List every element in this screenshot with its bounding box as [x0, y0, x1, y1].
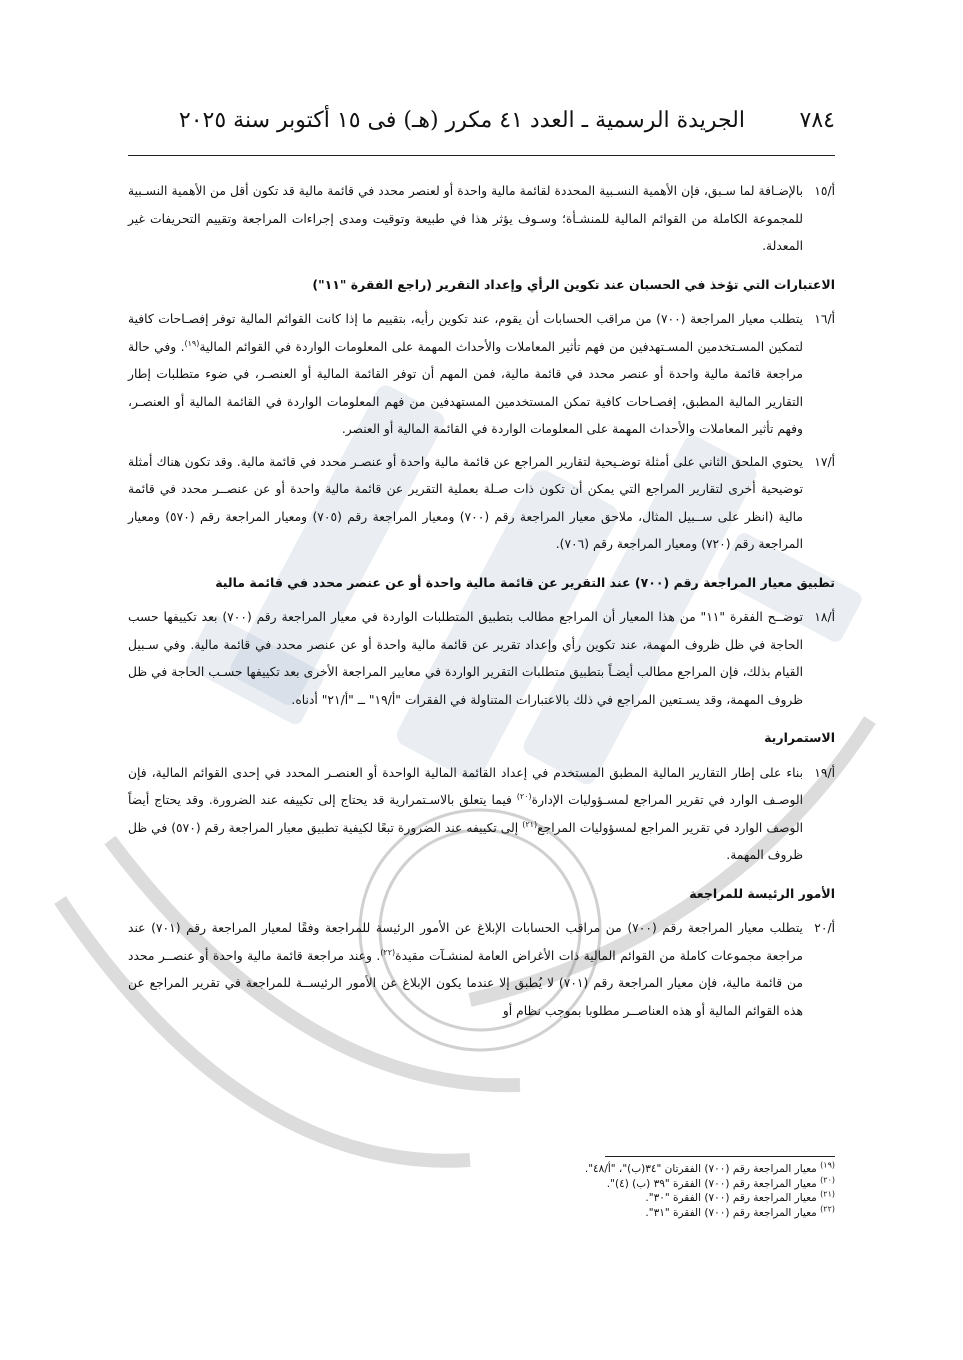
paragraph-a17 [128, 449, 835, 559]
footnote-text: معيار المراجعة رقم (٧٠٠) الفقرة "٣٩ (ب) (٤)". [606, 1177, 817, 1190]
paragraph-number: أ/١٨ [814, 610, 835, 624]
footnote [415, 1177, 835, 1192]
page-number: ٧٨٤ [799, 108, 835, 133]
footnote-text: معيار المراجعة رقم (٧٠٠) الفقرة "٣٠". [645, 1192, 817, 1204]
paragraph-a20 [128, 915, 835, 1025]
footnote-mark: (٢٠) [820, 1175, 835, 1184]
paragraph-a19 [128, 760, 835, 870]
footnote-ref: (٢٠) [516, 791, 532, 801]
paragraph-number: أ/٢٠ [814, 921, 835, 935]
paragraph-text: بالإضـافة لما سـبق، فإن الأهمية النسـبية المحددة لقائمة مالية واحدة أو لعنصر محدد في قائمة مالية قد تكون أقل من الأهمية النسـبية للمجموعة الكاملة من القوائم المالية للمنشـأة؛ وسـوف يؤثر هذا في طبيعة وتوقيت ومدى إجراءات المراجعة وتقييم التحريفات غير المعدلة. [128, 184, 803, 253]
paragraph-a18 [128, 604, 835, 714]
paragraph-text: . وفي حالة مراجعة قائمة مالية واحدة أو عنصر محدد في قائمة مالية، فمن المهم أن توفر القائمة المالية أو العنصـر، في ضوء متطلبات إطار التقارير المالية المطبق، إفصـاحات كافية تمكن المستخدمين المستهدفين من فهم المعلومات الواردة في القائمة المالية أو العنصـر، وفهم تأثير المعاملات والأحداث المهمة على المعلومات الواردة في القائمة المالية أو العنصر. [128, 339, 803, 436]
footnotes [415, 1162, 835, 1220]
paragraph-text: بناء على إطار التقارير المالية المطبق المستخدم في إعداد القائمة المالية الواحدة أو العنصـر المحدد في إحدى القوائم المالية، فإن الوصـف الوارد في تقرير المراجع لمسـؤوليات الإدارة [128, 765, 803, 807]
section-heading: الاعتبارات التي تؤخذ في الحسبان عند تكوين الرأي وإعداد التقرير (راجع الفقرة "١١") [312, 276, 835, 292]
paragraph-number: أ/١٩ [814, 765, 835, 780]
paragraph-text: . وعند مراجعة قائمة مالية واحدة أو عنصــر محدد من قائمة مالية، فإن معيار المراجعة رقم (٧٠١) لا يُطبق إلا عندما يكون الإبلاغ عن الأمور الرئيســة للمراجعة في تقرير المراجع عن هذه القوائم المالية أو هذه العناصــر مطلوبا بموجب نظام أو [128, 948, 803, 1018]
section-heading: الاستمرارية [764, 730, 835, 745]
footnote-ref: (٢١) [522, 819, 538, 829]
paragraph-number: أ/١٥ [814, 184, 835, 198]
footnote-ref: (١٩) [184, 338, 200, 348]
page-header [128, 108, 835, 144]
paragraph-text: فيما يتعلق بالاسـتمرارية قد يحتاج إلى تكييفه عند الضرورة. وقد يحتاج أيضاً الوصف الوارد في تقرير المراجع لمسؤوليات المراجع [128, 793, 804, 835]
document-body [128, 178, 835, 1030]
footnote-mark: (١٩) [820, 1160, 835, 1170]
paragraph-text: إلى تكييفه عند الضرورة تبعًا لكيفية تطبيق معيار المراجعة رقم (٥٧٠) في ظل ظروف المهمة. [128, 820, 803, 862]
footnote-ref: (٢٢) [380, 947, 396, 957]
paragraph-text: يتطلب معيار المراجعة رقم (٧٠٠) من مراقب الحسابات الإبلاغ عن الأمور الرئيسة للمراجعة وفقًا لمعيار المراجعة رقم (٧٠١) عند مراجعة مجموعات كاملة من القوائم المالية ذات الأغراض العامة لمنشـآت مقيدة [128, 921, 803, 963]
header-divider [128, 155, 835, 156]
footnote [415, 1162, 835, 1177]
footnote-text: معيار المراجعة رقم (٧٠٠) الفقرتان "٣٤(ب)"، "أ/٤٨". [584, 1163, 817, 1175]
footnote-divider [605, 1156, 835, 1157]
paragraph-number: أ/١٧ [814, 454, 835, 469]
footnote [415, 1191, 835, 1206]
paragraph-a15 [128, 178, 835, 261]
section-heading: تطبيق معيار المراجعة رقم (٧٠٠) عند التقرير عن قائمة مالية واحدة أو عن عنصر محدد في قائمة مالية [215, 574, 835, 590]
paragraph-number: أ/١٦ [814, 312, 835, 326]
section-heading: الأمور الرئيسة للمراجعة [689, 885, 835, 901]
paragraph-a16 [128, 306, 835, 444]
paragraph-text: يتطلب معيار المراجعة (٧٠٠) من مراقب الحسابات أن يقوم، عند تكوين رأيه، بتقييم ما إذا كانت القوائم المالية توفر إفصـاحات كافية لتمكين المسـتخدمين المسـتهدفين من فهم تأثير المعاملات والأحداث المهمة على المعلومات الواردة في القوائم المالية [128, 312, 804, 354]
paragraph-text: يحتوي الملحق الثاني على أمثلة توضـيحية لتقارير المراجع عن قائمة مالية واحدة أو عنصـر محدد في قائمة مالية. وقد تكون هناك أمثلة توضيحية أخرى لتقارير المراجع التي يمكن أن تكون ذات صـلة بعملية التقرير عن قائمة مالية واحدة أو عن عنصــر محدد في قائمة مالية (انظر على ســبيل المثال، ملاحق معيار المراجعة رقم (٧٠٠) ومعيار المراجعة رقم (٧٠٥) ومعيار المراجعة رقم (٥٧٠) ومعيار المراجعة رقم (٧٢٠) ومعيار المراجعة رقم (٧٠٦). [128, 454, 803, 551]
footnote-mark: (٢٢) [820, 1204, 835, 1213]
footnote-text: معيار المراجعة رقم (٧٠٠) الفقرة "٣١". [645, 1206, 817, 1219]
footnote-mark: (٢١) [820, 1189, 835, 1199]
footnote [415, 1206, 835, 1221]
paragraph-text: توضــح الفقرة "١١" من هذا المعيار أن المراجع مطالب بتطبيق المتطلبات الواردة في معيار المراجعة رقم (٧٠٠) بعد تكييفها حسب الحاجة في ظل ظروف المهمة، عند تكوين رأي وإعداد تقرير عن قائمة مالية واحدة أو عن عنصر محدد في قائمة مالية. وفي سـبيل القيام بذلك، فإن المراجع مطالب أيضـاً بتطبيق متطلبات التقرير الواردة في معايير المراجعة الأخرى بعد تكييفها حسـب الحاجة في ظل ظروف المهمة، وقد يسـتعين المراجع في ذلك بالاعتبارات المتناولة في الفقرات "أ/١٩" ــ "أ/٢١" أدناه. [128, 610, 803, 707]
gazette-title: الجريدة الرسمية ـ العدد ٤١ مكرر (هـ) فى ١٥ أكتوبر سنة ٢٠٢٥ [178, 108, 745, 133]
